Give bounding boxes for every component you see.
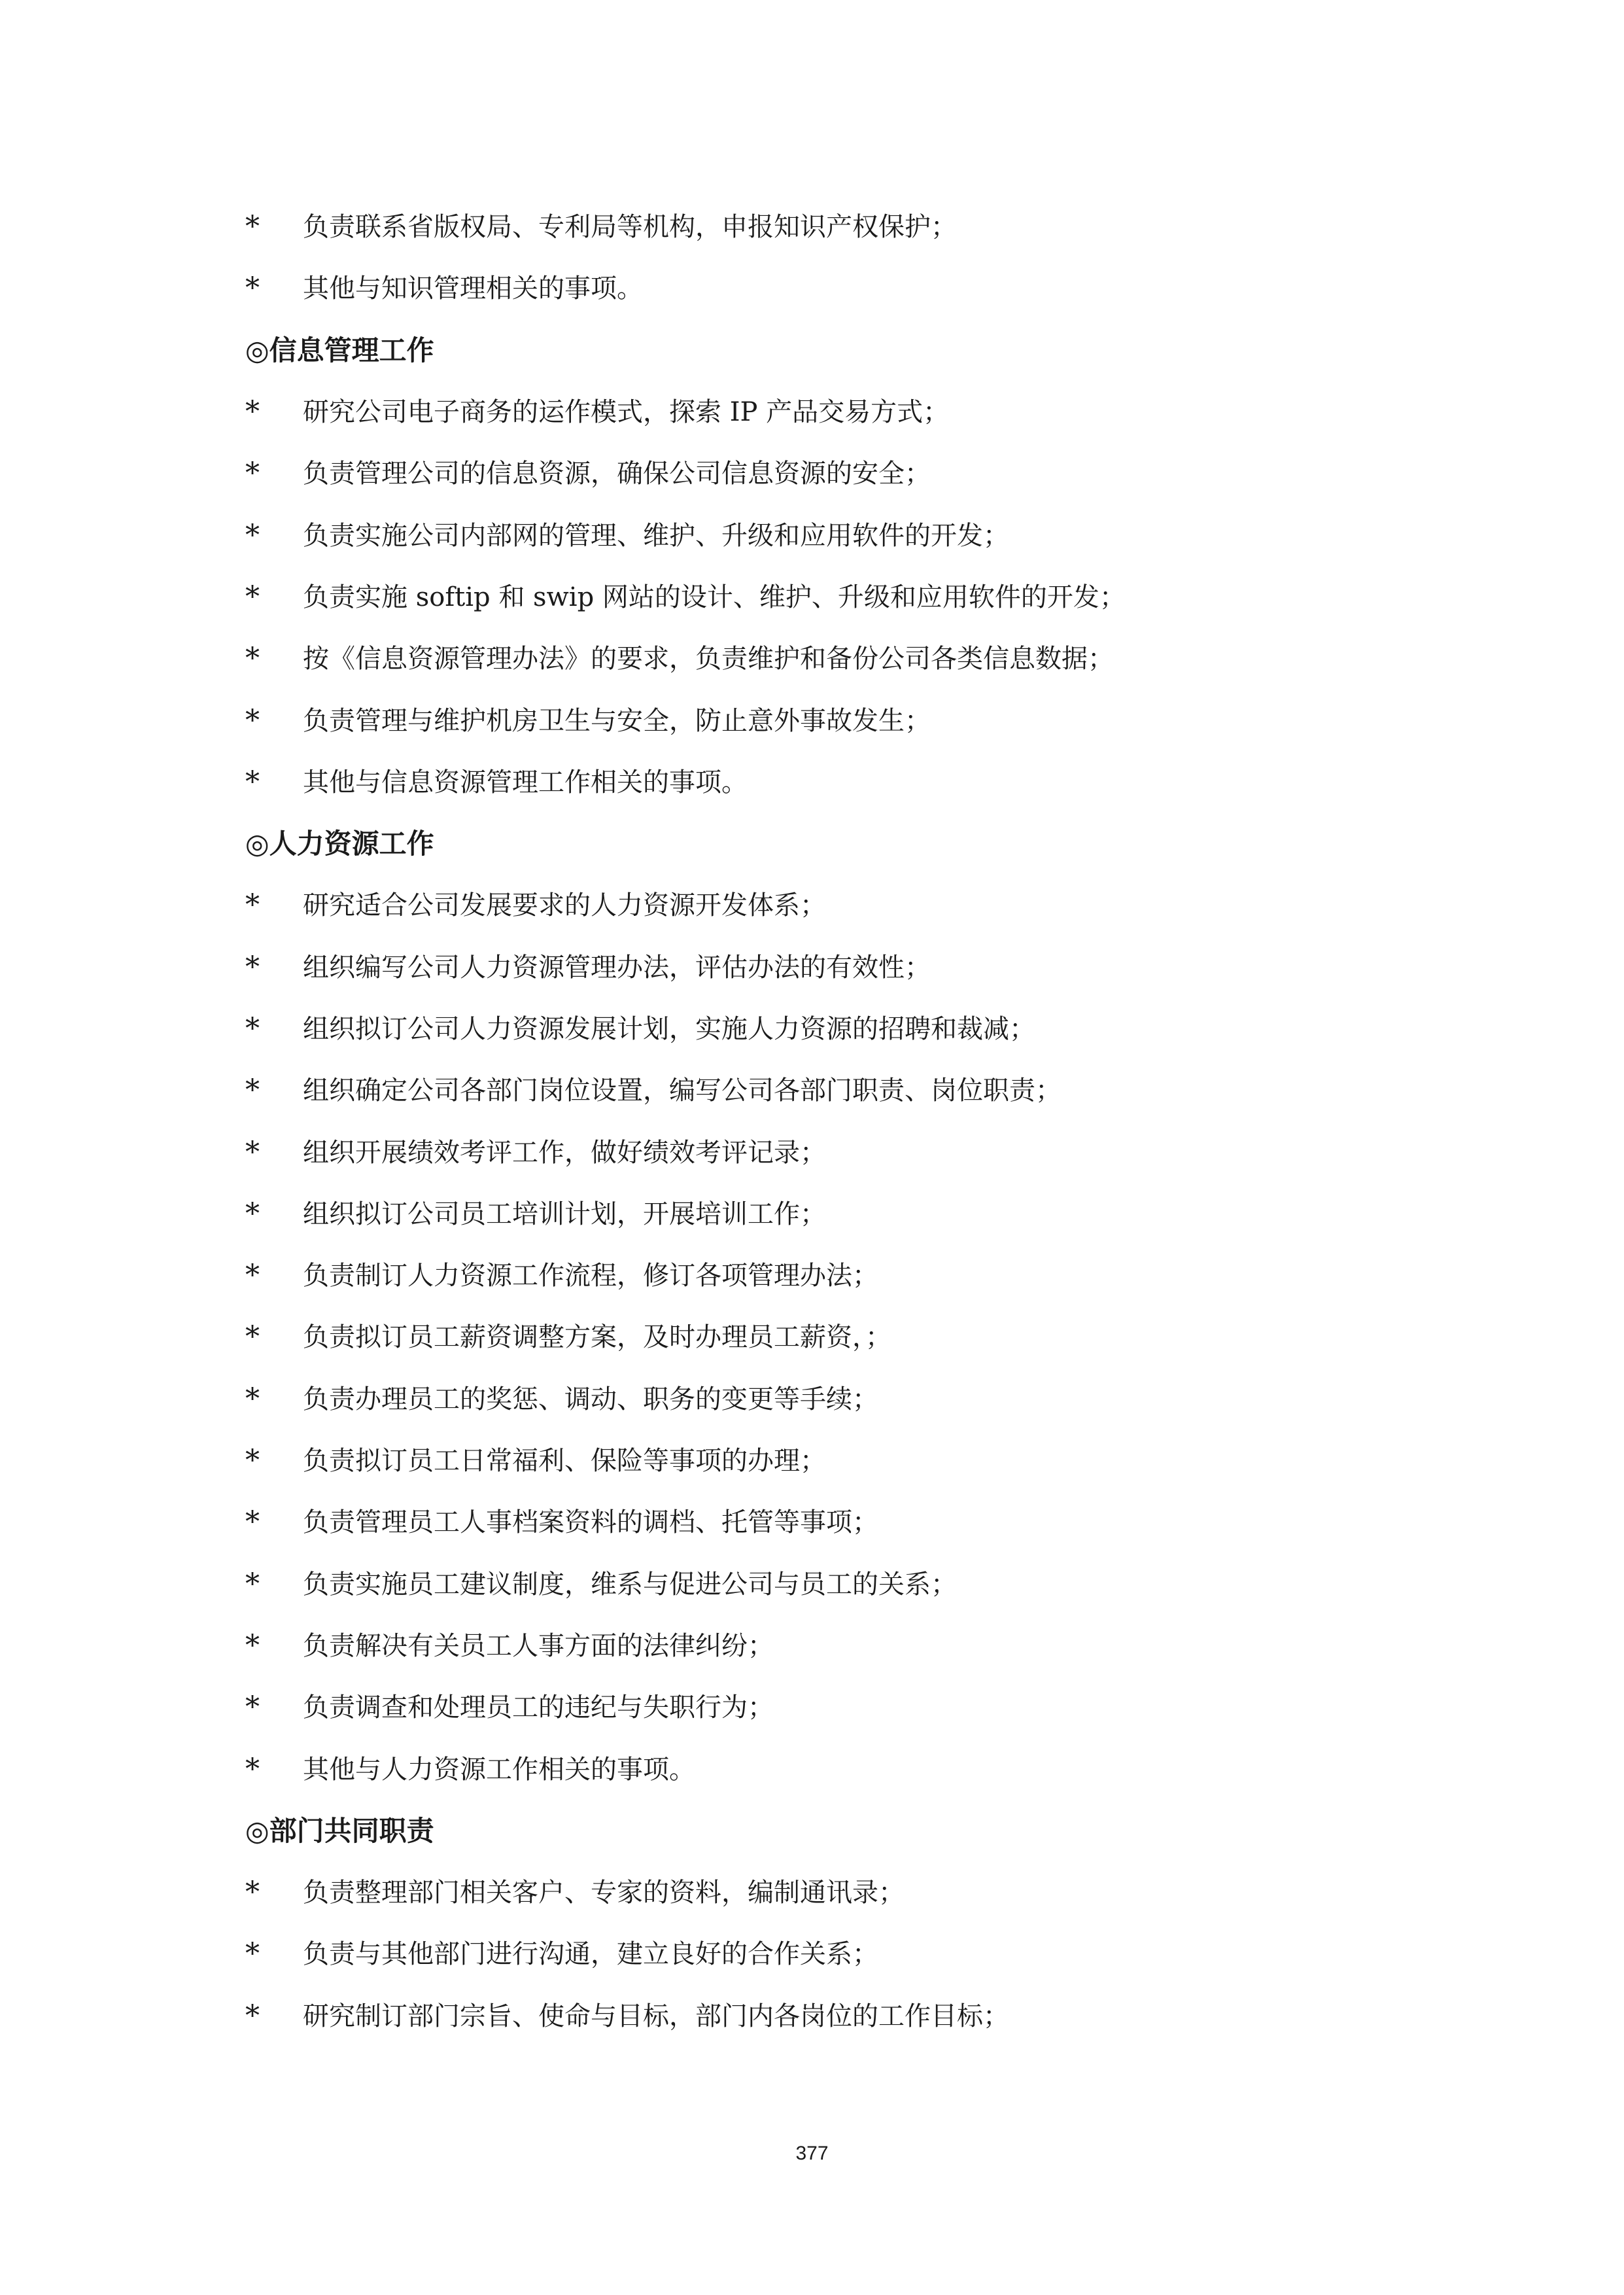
list-item-text: 负责制订人力资源工作流程，修订各项管理办法；	[303, 1261, 878, 1291]
section-heading-text: ◎人力资源工作	[245, 828, 434, 860]
list-item	[245, 1306, 1436, 1368]
asterisk-bullet-icon: *	[245, 457, 260, 491]
list-item	[245, 1369, 1436, 1430]
list-item-text: 负责解决有关员工人事方面的法律纠纷；	[303, 1630, 774, 1661]
list-item-text: 研究公司电子商务的运作模式，探索 IP 产品交易方式；	[303, 397, 950, 428]
document-body	[245, 196, 1436, 2047]
list-item	[245, 1677, 1436, 1738]
list-item	[245, 1615, 1436, 1677]
list-item	[245, 1121, 1436, 1183]
asterisk-bullet-icon: *	[245, 580, 260, 614]
list-item	[245, 1738, 1436, 1800]
list-item	[245, 1554, 1436, 1615]
asterisk-bullet-icon: *	[245, 1197, 260, 1231]
list-item-text: 负责实施 softip 和 swip 网站的设计、维护、升级和应用软件的开发；	[303, 582, 1126, 612]
list-item-text: 组织确定公司各部门岗位设置，编写公司各部门职责、岗位职责；	[303, 1076, 1062, 1106]
list-item	[245, 1986, 1436, 2047]
list-item-text: 组织编写公司人力资源管理办法，评估办法的有效性；	[303, 952, 931, 983]
list-item-text: 负责管理与维护机房卫生与安全，防止意外事故发生；	[303, 705, 931, 736]
asterisk-bullet-icon: *	[245, 1505, 260, 1539]
list-item-text: 其他与人力资源工作相关的事项。	[303, 1754, 695, 1785]
section-heading	[245, 1800, 1436, 1862]
list-item-text: 负责实施公司内部网的管理、维护、升级和应用软件的开发；	[303, 520, 1009, 551]
list-item	[245, 1923, 1436, 1985]
section-heading	[245, 320, 1436, 381]
asterisk-bullet-icon: *	[245, 1074, 260, 1108]
asterisk-bullet-icon: *	[245, 1567, 260, 1601]
list-item-text: 负责与其他部门进行沟通，建立良好的合作关系；	[303, 1939, 878, 1970]
asterisk-bullet-icon: *	[245, 210, 260, 244]
asterisk-bullet-icon: *	[245, 1259, 260, 1293]
asterisk-bullet-icon: *	[245, 642, 260, 676]
asterisk-bullet-icon: *	[245, 1691, 260, 1725]
list-item	[245, 1245, 1436, 1306]
asterisk-bullet-icon: *	[245, 888, 260, 922]
list-item-text: 其他与信息资源管理工作相关的事项。	[303, 767, 748, 797]
list-item	[245, 196, 1436, 258]
asterisk-bullet-icon: *	[245, 518, 260, 552]
list-item-text: 负责拟订员工日常福利、保险等事项的办理；	[303, 1446, 826, 1477]
asterisk-bullet-icon: *	[245, 703, 260, 737]
list-item-text: 研究制订部门宗旨、使命与目标，部门内各岗位的工作目标；	[303, 2001, 1009, 2031]
list-item	[245, 1060, 1436, 1121]
asterisk-bullet-icon: *	[245, 1937, 260, 1971]
list-item	[245, 752, 1436, 813]
list-item-text: 负责联系省版权局、专利局等机构，申报知识产权保护；	[303, 212, 957, 243]
list-item	[245, 875, 1436, 936]
asterisk-bullet-icon: *	[245, 1444, 260, 1478]
list-item-text: 组织拟订公司员工培训计划，开展培训工作；	[303, 1199, 826, 1229]
list-item-text: 负责调查和处理员工的违纪与失职行为；	[303, 1692, 774, 1723]
asterisk-bullet-icon: *	[245, 765, 260, 799]
list-item-text: 负责管理员工人事档案资料的调档、托管等事项；	[303, 1507, 878, 1538]
list-item	[245, 1862, 1436, 1923]
list-item-text: 负责办理员工的奖惩、调动、职务的变更等手续；	[303, 1384, 878, 1414]
list-item	[245, 1183, 1436, 1245]
list-item-text: 负责管理公司的信息资源，确保公司信息资源的安全；	[303, 459, 931, 489]
asterisk-bullet-icon: *	[245, 1752, 260, 1786]
asterisk-bullet-icon: *	[245, 1382, 260, 1416]
list-item	[245, 381, 1436, 443]
list-item-text: 负责整理部门相关客户、专家的资料，编制通讯录；	[303, 1878, 905, 1908]
asterisk-bullet-icon: *	[245, 1135, 260, 1169]
list-item	[245, 504, 1436, 566]
list-item-text: 负责实施员工建议制度，维系与促进公司与员工的关系；	[303, 1569, 957, 1600]
list-item	[245, 567, 1436, 628]
asterisk-bullet-icon: *	[245, 272, 260, 306]
list-item	[245, 258, 1436, 319]
list-item-text: 研究适合公司发展要求的人力资源开发体系；	[303, 890, 826, 921]
asterisk-bullet-icon: *	[245, 395, 260, 429]
asterisk-bullet-icon: *	[245, 1628, 260, 1662]
asterisk-bullet-icon: *	[245, 950, 260, 984]
page-number: 377	[795, 2143, 829, 2164]
list-item	[245, 998, 1436, 1060]
list-item	[245, 628, 1436, 690]
list-item-text: 负责拟订员工薪资调整方案，及时办理员工薪资，；	[303, 1322, 891, 1353]
asterisk-bullet-icon: *	[245, 1320, 260, 1354]
list-item	[245, 1430, 1436, 1492]
section-heading	[245, 813, 1436, 875]
list-item	[245, 937, 1436, 998]
list-item-text: 组织拟订公司人力资源发展计划，实施人力资源的招聘和裁减；	[303, 1014, 1035, 1044]
asterisk-bullet-icon: *	[245, 1012, 260, 1045]
list-item-text: 其他与知识管理相关的事项。	[303, 273, 643, 304]
asterisk-bullet-icon: *	[245, 1876, 260, 1910]
list-item-text: 按《信息资源管理办法》的要求，负责维护和备份公司各类信息数据；	[303, 644, 1114, 674]
asterisk-bullet-icon: *	[245, 1999, 260, 2033]
section-heading-text: ◎信息管理工作	[245, 334, 434, 366]
list-item	[245, 690, 1436, 751]
list-item	[245, 1492, 1436, 1553]
section-heading-text: ◎部门共同职责	[245, 1814, 434, 1847]
list-item	[245, 443, 1436, 504]
list-item-text: 组织开展绩效考评工作，做好绩效考评记录；	[303, 1137, 826, 1168]
